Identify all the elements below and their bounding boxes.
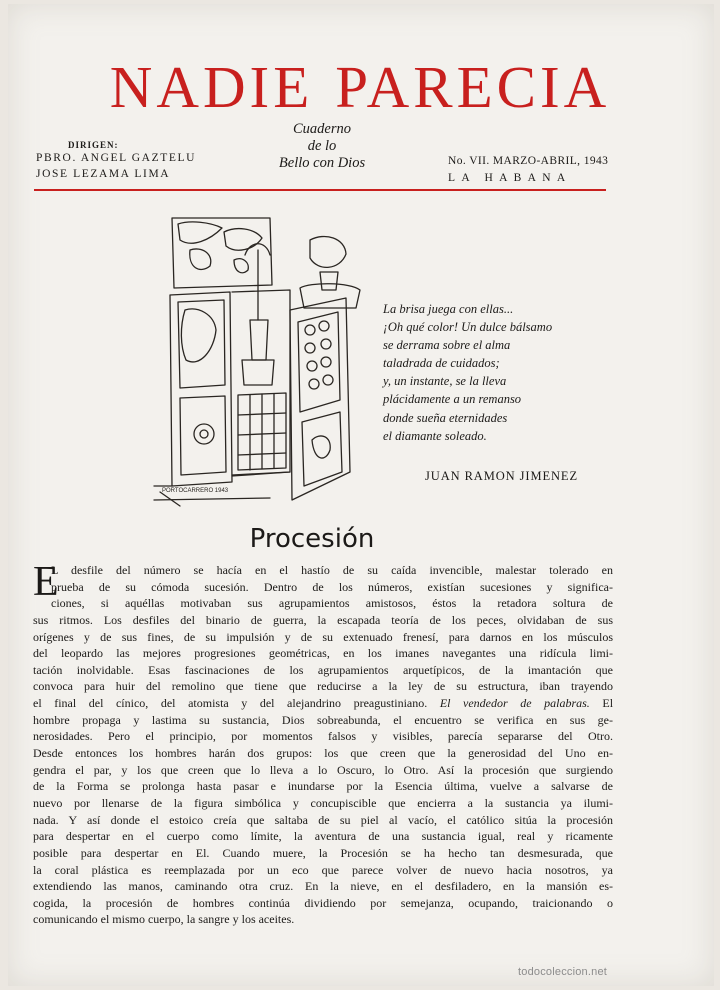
- illustration-signature: PORTOCARRERO 1943: [162, 488, 229, 494]
- epigraph-poem: [383, 300, 623, 445]
- masthead-rule: [34, 189, 606, 191]
- article-line: Desde entonces los hombres harán dos grupos: los que creen que la generosidad del Uno en-: [33, 746, 613, 761]
- article-line: hombre propaga y lastima su sustancia, Dios sobreabunda, el encuentro se verifica en sus ge-: [33, 712, 613, 727]
- editors-label: DIRIGEN:: [68, 140, 119, 150]
- epigraph-line: La brisa juega con ellas...: [383, 302, 514, 316]
- article-line: L desfile del número se hacía en el hastío de su caída invencible, malestar tolerado en: [51, 563, 613, 577]
- article-dropcap: E: [33, 559, 59, 605]
- issue-city: LA HABANA: [448, 172, 572, 184]
- epigraph-author: JUAN RAMON JIMENEZ: [425, 469, 579, 483]
- article-line: nerosidades. Pero el principio, por momentos falsos y visibles, parecía separarse del Otro.: [33, 729, 613, 744]
- masthead-word-2: PARECIA: [335, 54, 611, 120]
- masthead-title: [0, 54, 720, 120]
- article-line: ciones, si aquéllas motivaban sus agrupamientos amistosos, éstos la retadora soltura de: [51, 596, 613, 611]
- article-line: cogida, la procesión de hombres continúa dividiendo por semejanza, ocupando, traicionando o: [33, 895, 613, 910]
- article-line: convoca para huir del remolino que tiene que reducirse a la ley de su estructura, iban trayendo: [33, 679, 613, 694]
- article-line: tación inolvidable. Esas fascinaciones de los agrupamientos arquetípicos, de la imantación que: [33, 662, 613, 677]
- article-line: prueba de su cómoda sucesión. Dentro de los números, existían sucesiones y significa-: [51, 579, 613, 594]
- subtitle-line-1: Cuaderno: [293, 121, 351, 137]
- editor-name-1: PBRO. ANGEL GAZTELU: [36, 152, 196, 164]
- article-line-word: El: [602, 696, 614, 711]
- article-line: nada. Y así donde el estoico creía que saltaba de su piel al vacío, el católico sitúa la procesión: [33, 812, 613, 827]
- article-line: posible para despertar en El. Cuando muere, la Procesión se ha hecho tan desmesurada, que: [33, 845, 613, 860]
- article-body: [33, 559, 614, 928]
- subtitle-line-3: Bello con Dios: [278, 155, 366, 171]
- article-line: extendiendo las manos, caminando otra cruz. En la nieve, en el desfiladero, en la mansión es-: [33, 879, 613, 894]
- article-line: la coral plástica es reemplazada por un eco que parece volver de nuevo hacia nosotros, ya: [33, 862, 613, 877]
- subtitle-line-2: de lo: [307, 138, 337, 154]
- epigraph-line: el diamante soleado.: [383, 428, 487, 443]
- article-line: comunicando el mismo cuerpo, la sangre y los aceites.: [33, 912, 295, 927]
- cabinet-illustration: [150, 210, 375, 510]
- masthead-word-1: NADIE: [109, 54, 314, 120]
- article-line: sus ritmos. Los desfiles del binario de guerra, la escapada teoría de los peces, olvidaban de sus: [33, 612, 613, 627]
- epigraph-line: ¡Oh qué color! Un dulce bálsamo: [383, 320, 553, 335]
- article-line: para despertar en el cuerpo como límite, la aventura de una sustancia igual, real y ricamente: [33, 829, 613, 844]
- epigraph-line: donde sueña eternidades: [383, 410, 508, 425]
- article-line: nuevo por llenarse de la figura simbólica y concupiscible que encierra a la sustancia ya ilumi-: [33, 795, 613, 810]
- editor-name-2: JOSE LEZAMA LIMA: [36, 168, 171, 180]
- epigraph-line: plácidamente a un remanso: [383, 392, 522, 407]
- article-line: el final del cínico, del atomista y del alejandrino preagustiniano. El vendedor de palabras. El: [33, 696, 614, 711]
- article-line: gendra el par, y los que creen que lo lleva a lo Oscuro, lo Otro. Así la procesión que surgiendo: [33, 762, 613, 777]
- epigraph-line: taladrada de cuidados;: [383, 356, 500, 371]
- article-line: orígenes y de sus fines, de su impulsión y de su extenuado frenesí, para darnos en los músculos: [33, 629, 613, 644]
- issue-number: No. VII. MARZO-ABRIL, 1943: [448, 155, 609, 167]
- watermark: todocoleccion.net: [518, 966, 608, 978]
- article-line: de la Forma se prolonga hasta pasar e inundarse por la Esencia última, vuelve a salvarse de: [33, 779, 613, 794]
- article-title: Procesión: [249, 524, 375, 554]
- epigraph-line: se derrama sobre el alma: [383, 338, 511, 353]
- italic-book-title: El vendedor de palabras.: [439, 696, 590, 711]
- epigraph-line: y, un instante, se la lleva: [383, 374, 507, 389]
- article-line: del leopardo las mejores progresiones geométricas, en los imanes navegantes una ridícula limi-: [33, 646, 613, 661]
